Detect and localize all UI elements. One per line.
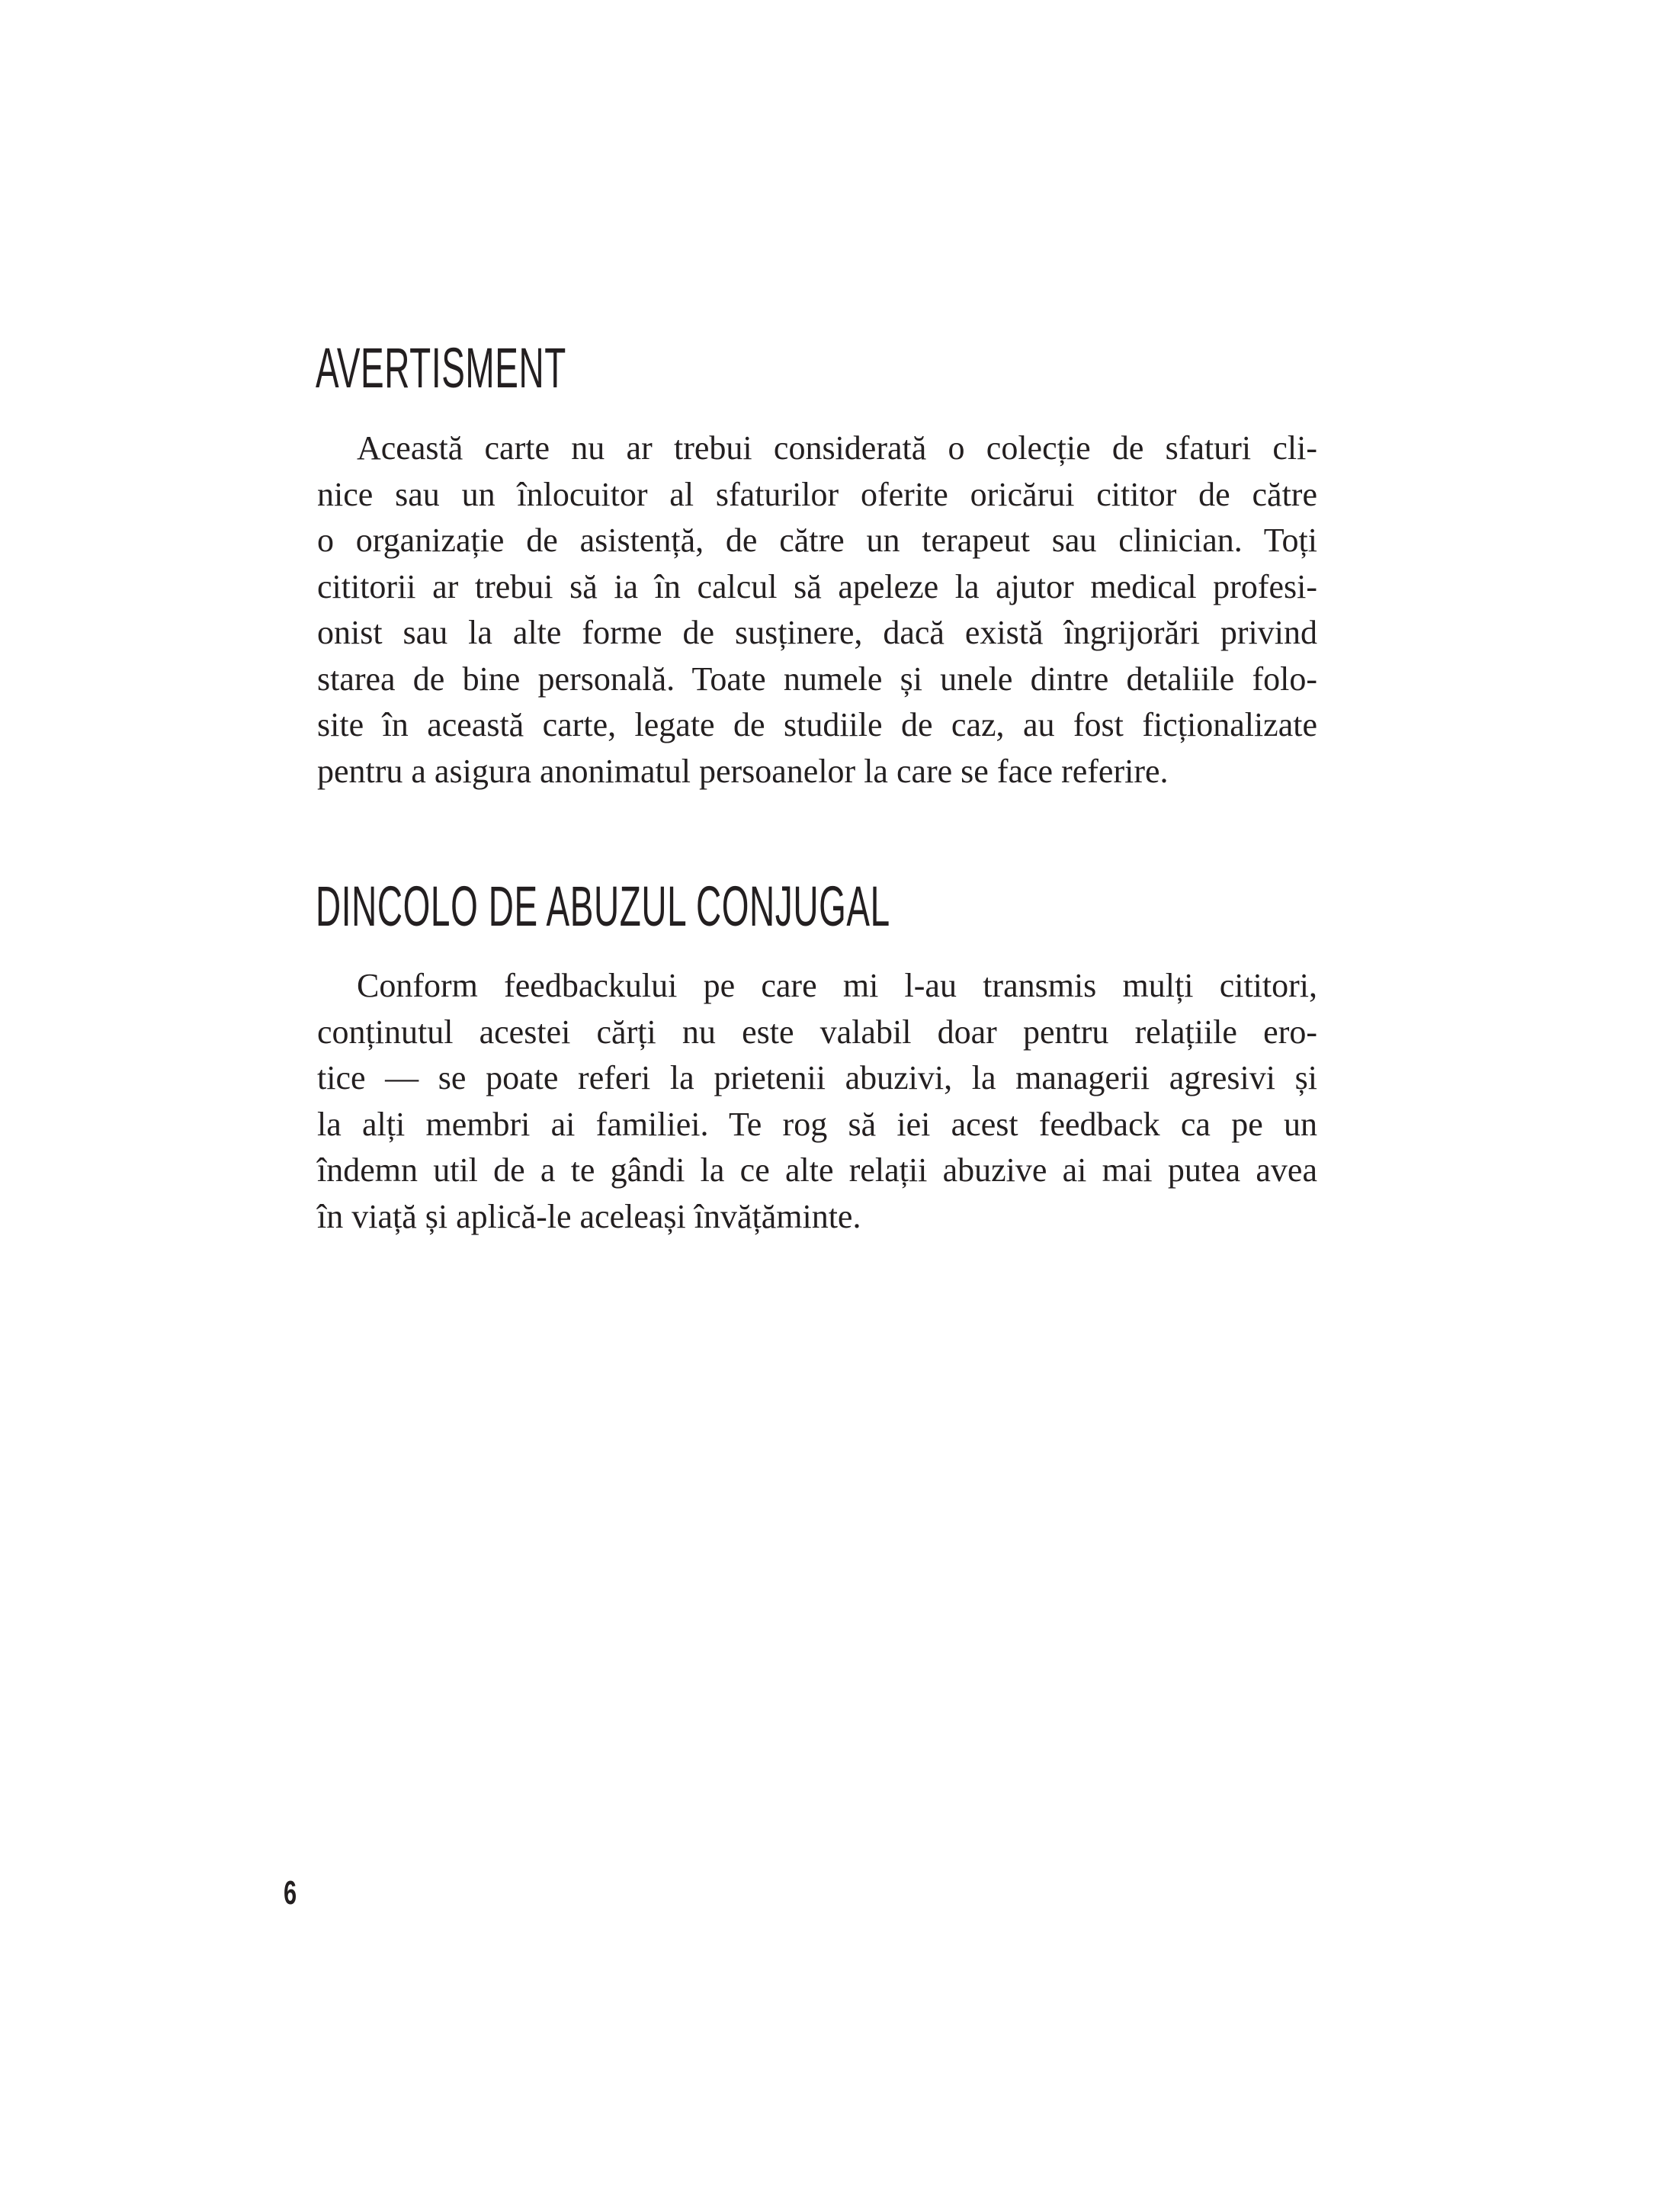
section-heading-dincolo-de-abuzul-conjugal: DINCOLO DE ABUZUL CONJUGAL — [316, 875, 890, 938]
text-line: o organizație de asistență, de către un terapeut sau clinician. Toți — [317, 522, 1317, 559]
text-line: în viață și aplică-le aceleași învățăminte. — [317, 1197, 861, 1235]
text-line: starea de bine personală. Toate numele și unele dintre detaliile folo- — [317, 660, 1317, 698]
text-line: cititorii ar trebui să ia în calcul să apeleze la ajutor medical profesi- — [317, 567, 1317, 605]
text-line: Conform feedbackului pe care mi l-au transmis mulți cititori, — [357, 967, 1317, 1004]
text-line: Această carte nu ar trebui considerată o colecție de sfaturi cli- — [357, 429, 1317, 467]
paragraph-avertisment — [317, 425, 1317, 795]
section-heading-avertisment: AVERTISMENT — [316, 336, 566, 400]
page-number: 6 — [284, 1874, 297, 1912]
text-line: pentru a asigura anonimatul persoanelor la care se face referire. — [317, 752, 1169, 790]
text-line: tice — se poate referi la prietenii abuzivi, la managerii agresivi și — [317, 1059, 1317, 1096]
text-line: îndemn util de a te gândi la ce alte relații abuzive ai mai putea avea — [317, 1151, 1317, 1189]
text-line: conținutul acestei cărți nu este valabil doar pentru relațiile ero- — [317, 1013, 1317, 1051]
text-line: site în această carte, legate de studiile de caz, au fost ficționalizate — [317, 706, 1317, 743]
text-line: la alți membri ai familiei. Te rog să iei acest feedback ca pe un — [317, 1105, 1317, 1143]
text-line: onist sau la alte forme de susținere, dacă există îngrijorări privind — [317, 614, 1317, 651]
text-line: nice sau un înlocuitor al sfaturilor oferite oricărui cititor de către — [317, 475, 1317, 513]
paragraph-dincolo — [317, 963, 1317, 1240]
